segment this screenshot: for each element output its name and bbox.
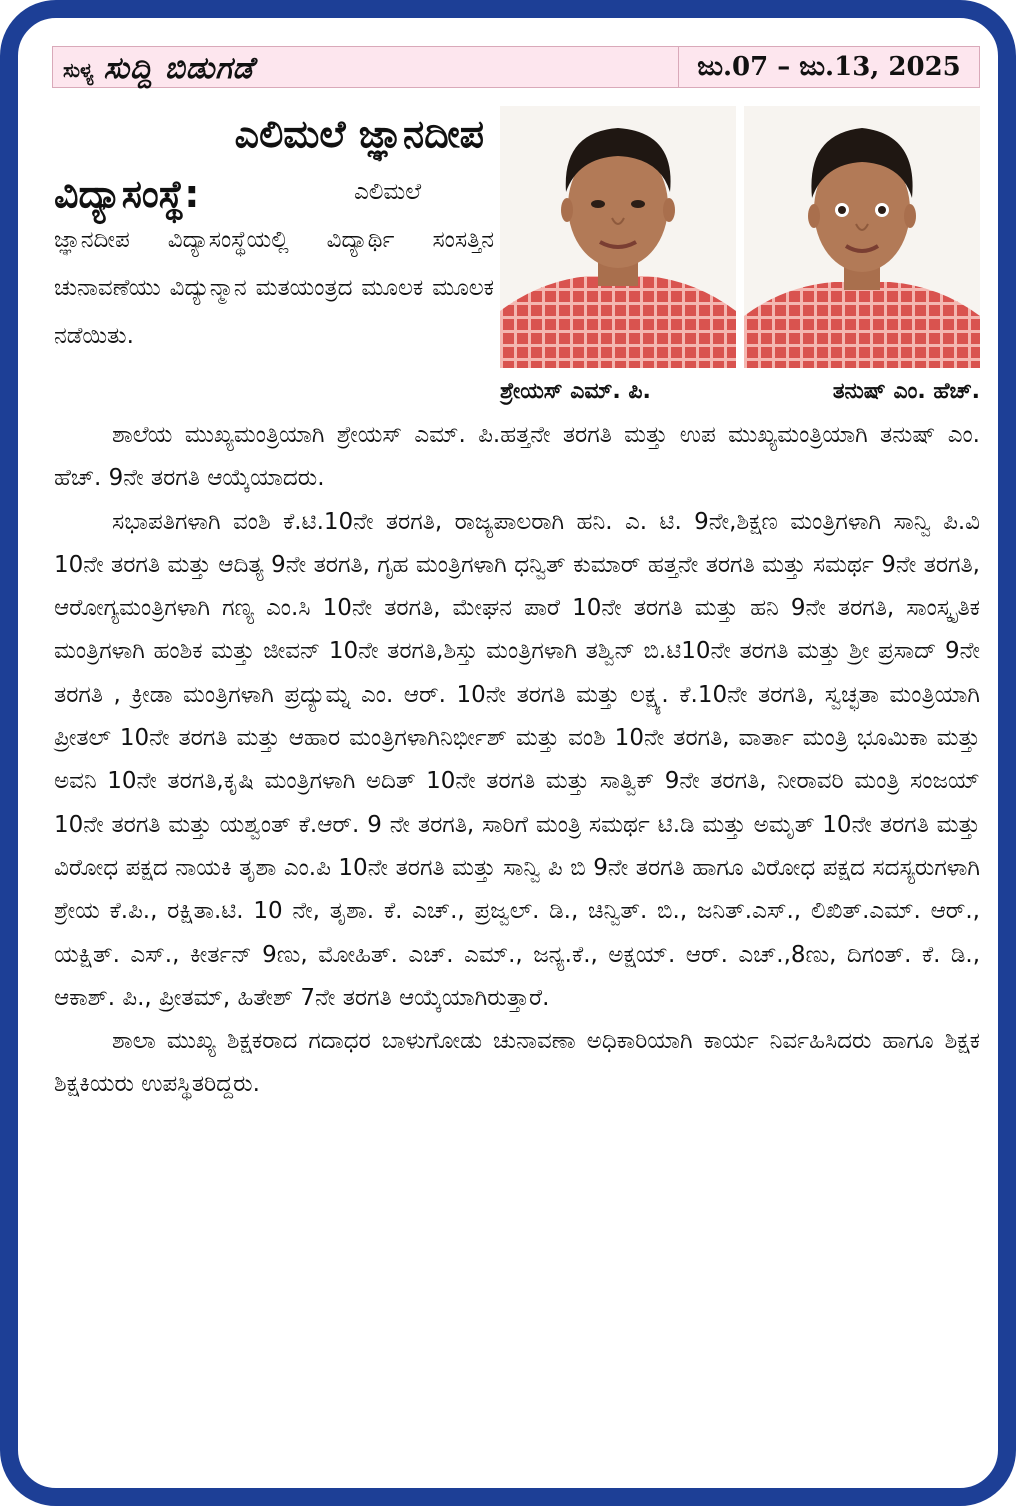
portrait-illustration-1 — [500, 106, 736, 368]
issue-date-range: ಜು.07 – ಜು.13, 2025 — [678, 47, 979, 87]
caption-right: ತನುಷ್ ಎಂ. ಹೆಚ್. — [832, 379, 980, 404]
lead-spacer — [54, 168, 354, 216]
article-paragraph-3: ಶಾಲಾ ಮುಖ್ಯ ಶಿಕ್ಷಕರಾದ ಗದಾಧರ ಬಾಳುಗೋಡು ಚುನಾವಣಾ ಅಧಿಕಾರಿಯಾಗಿ ಕಾರ್ಯ ನಿರ್ವಹಿಸಿದರು ಹಾಗೂ ಶಿಕ್ಷಕ ಶಿಕ್ಷಕಿಯರು ಉಪಸ್ಥಿತರಿದ್ದರು. — [54, 1028, 980, 1098]
masthead-title: ಸುದ್ದಿ ಬಿಡುಗಡೆ — [103, 51, 254, 86]
portrait-illustration-2 — [744, 106, 980, 368]
article-lead-column — [54, 168, 494, 360]
newspaper-header-bar — [52, 46, 980, 88]
headline-line-1: ಎಲಿಮಲೆ ಜ್ಞಾನದೀಪ — [234, 112, 484, 156]
article-lead: ಎಲಿಮಲೆ ಜ್ಞಾನದೀಪ ವಿದ್ಯಾಸಂಸ್ಥೆಯಲ್ಲಿ ವಿದ್ಯಾರ್ಥಿ ಸಂಸತ್ತಿನ ಚುನಾವಣೆಯು ವಿದ್ಯುನ್ಮಾನ ಮತಯಂತ್ರದ ಮೂಲಕ ಮೂಲಕ ನಡೆಯಿತು. — [54, 179, 494, 349]
article-paragraph-2: ಸಭಾಪತಿಗಳಾಗಿ ವಂಶಿ ಕೆ.ಟಿ.10ನೇ ತರಗತಿ, ರಾಜ್ಯಪಾಲರಾಗಿ ಹನಿ. ಎ. ಟಿ. 9ನೇ,ಶಿಕ್ಷಣ ಮಂತ್ರಿಗಳಾಗಿ ಸಾನ್ವಿ ಪಿ.ವಿ 10ನೇ ತರಗತಿ ಮತ್ತು ಆದಿತ್ಯ 9ನೇ ತರಗತಿ, ಗೃಹ ಮಂತ್ರಿಗಳಾಗಿ ಧನ್ವಿತ್ ಕುಮಾರ್ ಹತ್ತನೇ ತರಗತಿ ಮತ್ತು ಸಮರ್ಥ 9ನೇ ತರಗತಿ, ಆರೋಗ್ಯಮಂತ್ರಿಗಳಾಗಿ ಗಣ್ಯ ಎಂ.ಸಿ 10ನೇ ತರಗತಿ, ಮೇಘನ ಪಾರೆ 10ನೇ ತರಗತಿ ಮತ್ತು ಹನಿ 9ನೇ ತರಗತಿ, ಸಾಂಸ್ಕೃತಿಕ ಮಂತ್ರಿಗಳಾಗಿ ಹಂಶಿಕ ಮತ್ತು ಜೀವನ್ 10ನೇ ತರಗತಿ,ಶಿಸ್ತು ಮಂತ್ರಿಗಳಾಗಿ ತಶ್ವಿನ್ ಬಿ.ಟಿ10ನೇ ತರಗತಿ ಮತ್ತು ಶ್ರೀ ಪ್ರಸಾದ್ 9ನೇ ತರಗತಿ , ಕ್ರೀಡಾ ಮಂತ್ರಿಗಳಾಗಿ ಪ್ರದ್ಯುಮ್ನ ಎಂ. ಆರ್. 10ನೇ ತರಗತಿ ಮತ್ತು ಲಕ್ಷ್ಯ. ಕೆ.10ನೇ ತರಗತಿ, ಸ್ವಚ್ಛತಾ ಮಂತ್ರಿಯಾಗಿ ಪ್ರೀತಲ್ 10ನೇ ತರಗತಿ ಮತ್ತು ಆಹಾರ ಮಂತ್ರಿಗಳಾಗಿನಿರ್ಭೀಶ್ ಮತ್ತು ವಂಶಿ 10ನೇ ತರಗತಿ, ವಾರ್ತಾ ಮಂತ್ರಿ ಭೂಮಿಕಾ ಮತ್ತು ಅವನಿ 10ನೇ ತರಗತಿ,ಕೃಷಿ ಮಂತ್ರಿಗಳಾಗಿ ಅದಿತ್ 10ನೇ ತರಗತಿ ಮತ್ತು ಸಾತ್ವಿಕ್ 9ನೇ ತರಗತಿ, ನೀರಾವರಿ ಮಂತ್ರಿ ಸಂಜಯ್ 10ನೇ ತರಗತಿ ಮತ್ತು ಯಶ್ವಂತ್ ಕೆ.ಆರ್. 9 ನೇ ತರಗತಿ, ಸಾರಿಗೆ ಮಂತ್ರಿ ಸಮರ್ಥ ಟಿ.ಡಿ ಮತ್ತು ಅಮೃತ್ 10ನೇ ತರಗತಿ ಮತ್ತು ವಿರೋಧ ಪಕ್ಷದ ನಾಯಕಿ ತೃಶಾ ಎಂ.ಪಿ 10ನೇ ತರಗತಿ ಮತ್ತು ಸಾನ್ವಿ ಪಿ ಬಿ 9ನೇ ತರಗತಿ ಹಾಗೂ ವಿರೋಧ ಪಕ್ಷದ ಸದಸ್ಯರುಗಳಾಗಿ ಶ್ರೇಯ ಕೆ.ಪಿ., ರಕ್ಷಿತಾ.ಟಿ. 10 ನೇ, ತೃಶಾ. ಕೆ. ಎಚ್., ಪ್ರಜ್ವಲ್. ಡಿ., ಚಿನ್ವಿತ್. ಬಿ., ಜನಿತ್.ಎಸ್., ಲಿಖಿತ್.ಎಮ್. ಆರ್., ಯಕ್ಷಿತ್. ಎಸ್., ಕೀರ್ತನ್ 9ಣು, ಮೋಹಿತ್. ಎಚ್. ಎಮ್., ಜನ್ಯ.ಕೆ., ಅಕ್ಷಯ್. ಆರ್. ಎಚ್.,8ಣು, ದಿಗಂತ್. ಕೆ. ಡಿ., ಆಕಾಶ್. ಪಿ., ಪ್ರೀತಮ್, ಹಿತೇಶ್ 7ನೇ ತರಗತಿ ಆಯ್ಕೆಯಾಗಿರುತ್ತಾರೆ. — [54, 508, 980, 1011]
student-photo-shreyas — [500, 106, 736, 368]
article-body — [54, 414, 980, 1107]
student-photo-tanush — [744, 106, 980, 368]
headline-line-2: ವಿದ್ಯಾಸಂಸ್ಥೆ: — [54, 172, 200, 216]
masthead — [63, 49, 254, 87]
photo-captions — [500, 372, 980, 412]
article-paragraph-1: ಶಾಲೆಯ ಮುಖ್ಯಮಂತ್ರಿಯಾಗಿ ಶ್ರೇಯಸ್ ಎಮ್. ಪಿ.ಹತ್ತನೇ ತರಗತಿ ಮತ್ತು ಉಪ ಮುಖ್ಯಮಂತ್ರಿಯಾಗಿ ತನುಷ್ ಎಂ. ಹೆಚ್. 9ನೇ ತರಗತಿ ಆಯ್ಕೆಯಾದರು. — [54, 422, 980, 492]
caption-left: ಶ್ರೇಯಸ್ ಎಮ್. ಪಿ. — [500, 379, 651, 404]
masthead-town: ಸುಳ್ಯ — [63, 58, 94, 82]
